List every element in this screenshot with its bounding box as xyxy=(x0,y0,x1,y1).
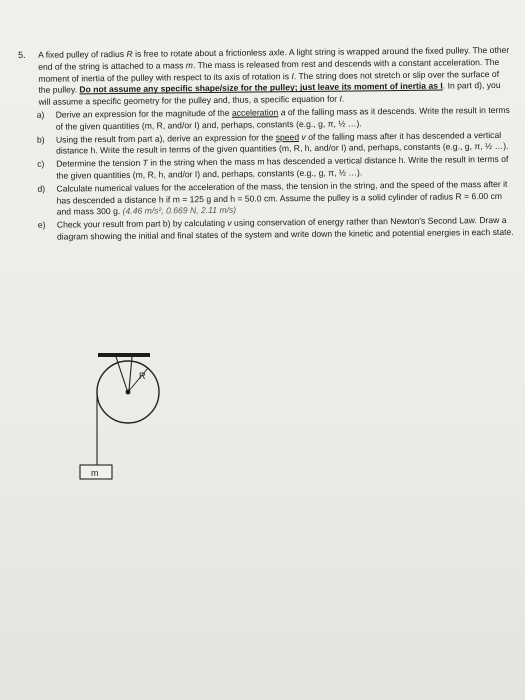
var-v: v xyxy=(301,131,306,142)
part-underlined: acceleration xyxy=(231,107,279,118)
part-text: in the string when the mass m has descended a vertical distance h. Write the result in terms of the given quantities (m, R, h, and/or I) and, perhaps, constants (e.g., g, π, ½ …). xyxy=(56,154,509,181)
part-d xyxy=(19,179,514,220)
part-text: Calculate numerical values for the acceleration of the mass, the tension in the string, and the speed of the mass after it has descended a distance h if m = 125 g and h = 50.0 cm. Assume the pulley is a solid cylinder of radius R = 6.00 cm and mass 300 g. xyxy=(56,178,508,217)
problem-5 xyxy=(18,45,515,244)
pulley-diagram xyxy=(60,340,220,500)
part-text: Using the result from part a), derive an expression for the xyxy=(55,131,276,145)
var-I: I xyxy=(291,70,294,81)
intro-text: . The mass is released from rest and descends with a constant acceleration. The moment of inertia of the pulley with respect to its axis of rotation is xyxy=(38,56,500,84)
problem-intro xyxy=(38,45,514,109)
problem-number: 5. xyxy=(18,49,26,60)
part-label: a) xyxy=(36,109,45,120)
part-e xyxy=(20,215,515,244)
part-text: of the falling mass after it has descended a vertical distance h. Write the result in terms of the given quantities (m, R, h, and/or I) and, perhaps, constants (e.g., g, π, ½ …). xyxy=(56,129,509,156)
var-m: m xyxy=(185,59,193,71)
part-text: Check your result from part b) by calculating xyxy=(56,217,228,230)
part-label: b) xyxy=(36,134,45,145)
part-underlined: speed xyxy=(275,131,300,142)
radius-label: R xyxy=(139,371,146,381)
var-T: T xyxy=(142,157,148,168)
part-text: using conservation of energy rather than Newton's Second Law. Draw a diagram showing the initial and final states of the system and write down the kinetic and potential energies in each state. xyxy=(56,215,514,242)
part-text: Determine the tension xyxy=(56,157,143,169)
part-label: e) xyxy=(37,219,46,230)
mass-label: m xyxy=(91,468,99,478)
part-label: d) xyxy=(37,183,46,194)
intro-text: . In part d), you will assume a specific geometry for the pulley and, thus, a specific equation for xyxy=(38,80,501,107)
support-rod-right xyxy=(129,357,132,390)
intro-text: . The string does not stretch or slip over the surface of the pulley. xyxy=(38,68,500,96)
part-text: of the falling mass as it descends. Write the result in terms of the given quantities (m, R, and/or I) and, perhaps, constants (e.g., g, π, ½ …). xyxy=(55,104,510,132)
intro-text: A fixed pulley of radius xyxy=(37,48,127,60)
ceiling-bar xyxy=(98,353,150,357)
intro-bold-note: Do not assume any specific shape/size for the pulley; just leave its moment of inertia as I xyxy=(79,80,443,95)
var-a: a xyxy=(280,107,286,118)
var-v: v xyxy=(227,217,232,228)
part-text: Derive an expression for the magnitude of the xyxy=(55,107,233,120)
var-I: I xyxy=(339,93,342,104)
var-R: R xyxy=(126,48,133,59)
part-label: c) xyxy=(37,158,45,169)
intro-text: is free to rotate about a frictionless axle. A light string is wrapped around the fixed pulley. The other end of the string is attached to a mass xyxy=(38,44,510,72)
intro-text: . xyxy=(341,93,345,104)
answer-hint: (4.46 m/s², 0.669 N, 2.11 m/s) xyxy=(122,205,237,217)
